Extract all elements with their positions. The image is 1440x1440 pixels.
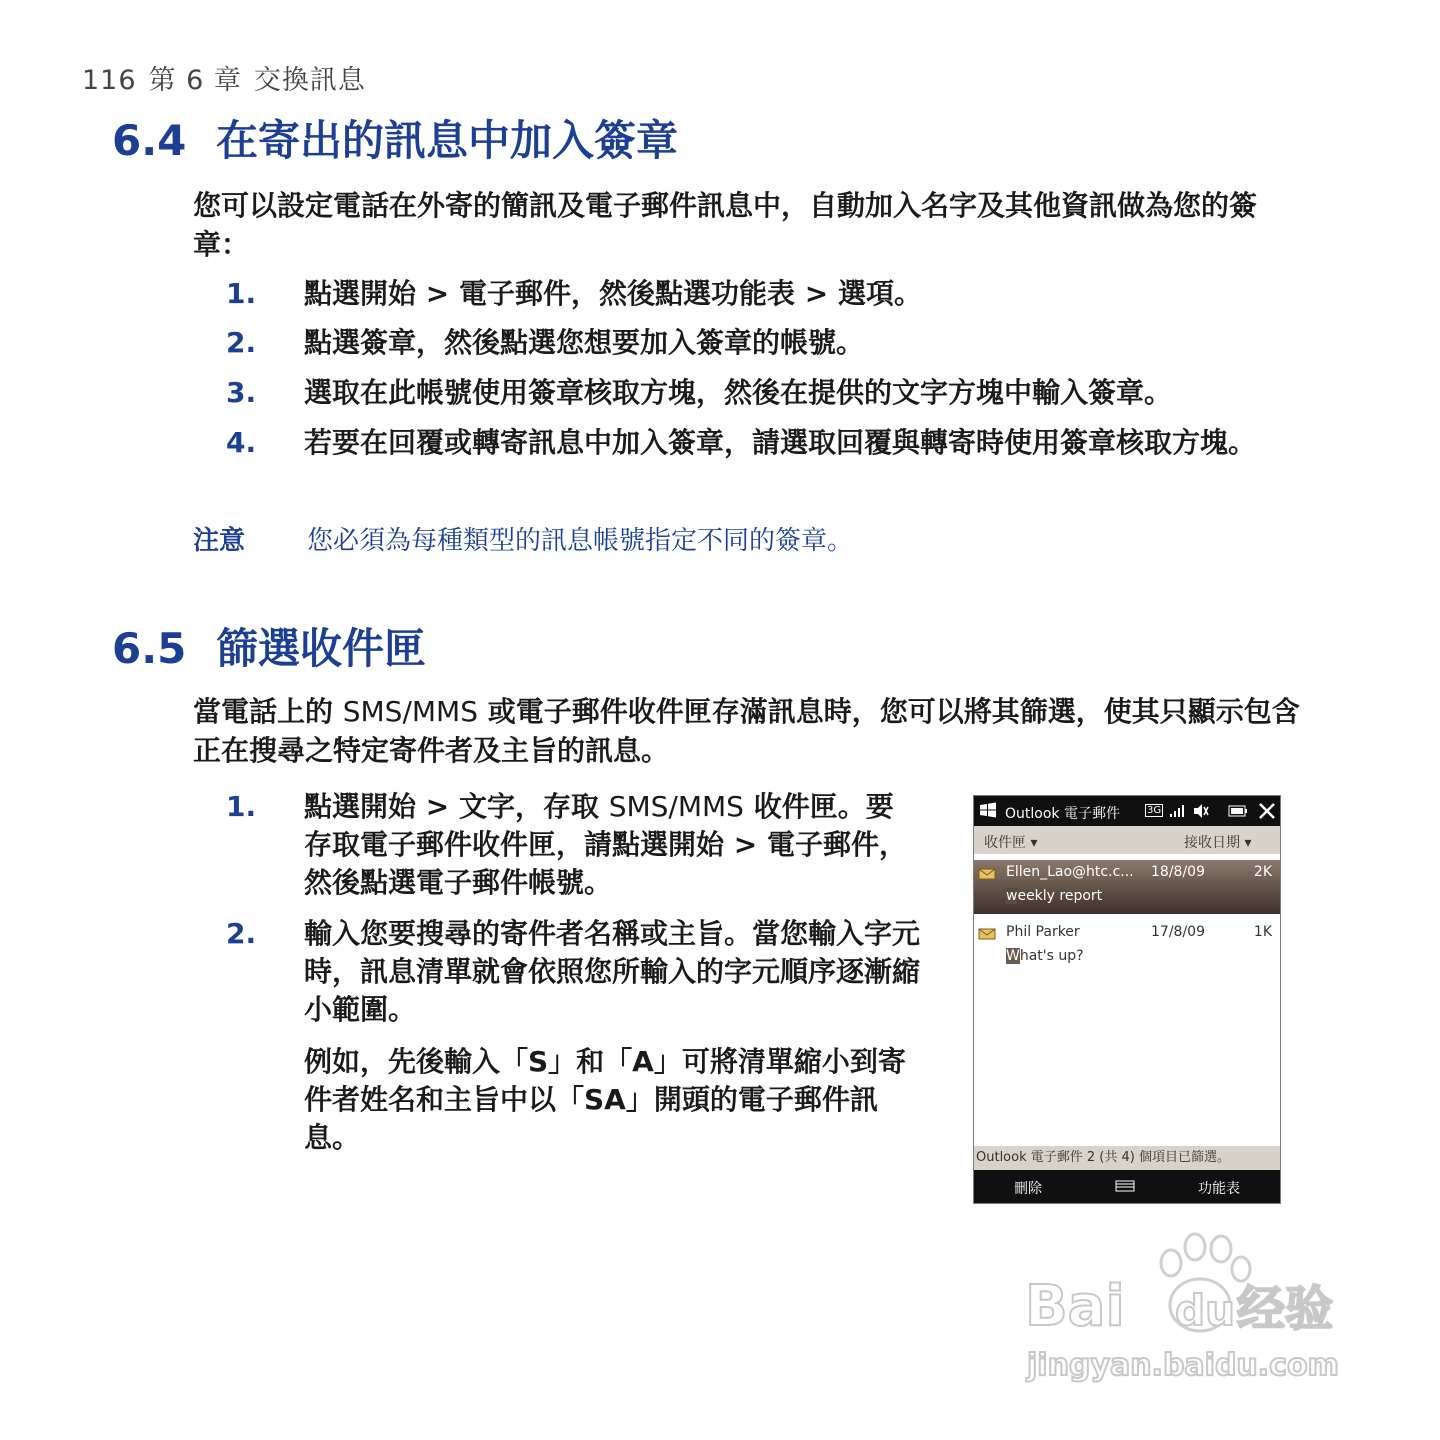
title-bar [974, 796, 1280, 826]
step-number: 2. [226, 917, 257, 950]
running-header [82, 58, 366, 97]
step-text: 開始 > 電子郵件 [668, 828, 879, 861]
example-paragraph [226, 1043, 921, 1157]
subject-match: w [1006, 888, 1018, 904]
step-text: ，然後點選電子郵件帳號。 [304, 828, 907, 899]
example-text: 例如，先後輸入「S」和「A」可將清單縮小到寄件者姓名和主旨中以「SA」開頭的電子郵件訊息。 [304, 1045, 906, 1154]
envelope-icon [978, 866, 996, 880]
subject [1006, 948, 1084, 964]
step-text: 點選簽章 [304, 326, 417, 359]
note [193, 520, 853, 557]
network-icon: 3G [1147, 805, 1162, 816]
watermark-brand: Bai [1025, 1274, 1125, 1339]
section-6-4-steps [226, 275, 1311, 462]
intro-text: 當電話上的 [193, 695, 343, 728]
step-text: ，然後點選您想要加入簽章的帳號。 [416, 326, 865, 359]
step-text: ，然後點選 [570, 277, 711, 310]
section-number: 6.4 [112, 116, 187, 165]
date: 18/8/09 [1151, 864, 1205, 880]
subject-rest: hat's up? [1019, 948, 1084, 964]
section-6-4-intro: 您可以設定電話在外寄的簡訊及電子郵件訊息中，自動加入名字及其他資訊做為您的簽章： [193, 189, 1258, 261]
list-item [226, 374, 1311, 424]
intro-text: SMS/MMS [342, 695, 478, 728]
step-text: 若要在回覆或轉寄訊息中加入簽章，請選取 [304, 426, 837, 459]
step-number: 1. [226, 277, 257, 310]
step-number: 4. [226, 426, 257, 459]
delete-softkey[interactable]: 刪除 [1014, 1181, 1042, 1197]
app-title: Outlook 電子郵件 [1005, 806, 1120, 822]
list-item [226, 915, 921, 1029]
subject-rest: eekly report [1017, 888, 1103, 904]
note-text: 您必須為每種類型的訊息帳號指定不同的簽章。 [307, 526, 854, 556]
keyboard-icon[interactable] [1115, 1180, 1135, 1192]
note-label: 注意 [193, 526, 246, 556]
chapter-label: 第 6 章 [148, 65, 242, 96]
intro-text: 或電子郵件收件匣存滿訊息時，您可以將其篩選，使其只顯示包含正在搜尋之特定寄件者及主旨的訊息。 [193, 695, 1300, 767]
baidu-watermark [1025, 1225, 1355, 1385]
windows-start-icon[interactable] [979, 801, 997, 819]
size: 2K [1253, 864, 1272, 880]
envelope-icon [978, 926, 996, 940]
section-6-5-steps [226, 788, 921, 1157]
step-text: SMS/MMS [608, 790, 744, 823]
size: 1K [1253, 924, 1272, 940]
list-item [226, 788, 921, 902]
step-text: 功能表 > 選項 [710, 277, 894, 310]
folder-dropdown[interactable]: 收件匣 ▾ [984, 835, 1038, 851]
step-text: 點選開始 > 文字 [304, 790, 515, 823]
sort-dropdown[interactable]: 接收日期 ▾ [1184, 835, 1252, 851]
step-text: 選取在此帳號使用簽章 [304, 376, 585, 409]
section-title: 在寄出的訊息中加入簽章 [216, 116, 679, 165]
filter-bar [974, 826, 1280, 854]
list-item [226, 324, 1311, 374]
softkey-bar [974, 1170, 1280, 1203]
step-text: 收件匣。要存取電子郵件收件匣，請點選 [304, 790, 894, 861]
step-number: 2. [226, 326, 257, 359]
section-6-4-heading [112, 108, 678, 168]
subject-match: W [1006, 948, 1020, 964]
sender: Phil Parker [1006, 924, 1080, 940]
page-number: 116 [82, 65, 137, 96]
sender: Ellen_Lao@htc.c... [1006, 864, 1134, 880]
volume-icon [1192, 803, 1210, 819]
watermark-brand: 经验 [1237, 1281, 1334, 1337]
step-text: ，存取 [514, 790, 609, 823]
step-text: 點選開始 > 電子郵件 [304, 277, 571, 310]
list-item [226, 275, 1311, 324]
watermark-brand: du [1175, 1286, 1235, 1335]
phone-screenshot [973, 795, 1281, 1204]
step-number: 3. [226, 376, 257, 409]
section-6-5-intro [193, 692, 1308, 770]
signal-icon [1169, 804, 1187, 818]
table-row[interactable] [974, 920, 1280, 974]
step-text: 核取方塊。 [1116, 426, 1257, 459]
step-text: 輸入您要搜尋的寄件者名稱或主旨。當您輸入字元時，訊息清單就會依照您所輸入的字元順序逐漸縮小範圍。 [304, 917, 921, 1026]
table-row[interactable] [974, 860, 1280, 914]
section-6-5-heading [112, 616, 426, 676]
filter-status: Outlook 電子郵件 2 (共 4) 個項目已篩選。 [974, 1146, 1280, 1170]
step-text: 回覆與轉寄時使用簽章 [836, 426, 1117, 459]
step-text: 核取方塊，然後在提供的文字方塊中輸入簽章。 [584, 376, 1173, 409]
chapter-title: 交換訊息 [253, 65, 366, 96]
step-text: 。 [893, 277, 922, 310]
watermark-url: jingyan.baidu.com [1027, 1348, 1339, 1383]
list-item [226, 424, 1311, 462]
date: 17/8/09 [1151, 924, 1205, 940]
battery-icon [1228, 805, 1248, 817]
section-number: 6.5 [112, 624, 187, 673]
close-icon[interactable] [1258, 802, 1276, 820]
subject [1006, 888, 1102, 904]
menu-softkey[interactable]: 功能表 [1198, 1181, 1240, 1197]
section-title: 篩選收件匣 [216, 624, 427, 673]
step-number: 1. [226, 790, 257, 823]
